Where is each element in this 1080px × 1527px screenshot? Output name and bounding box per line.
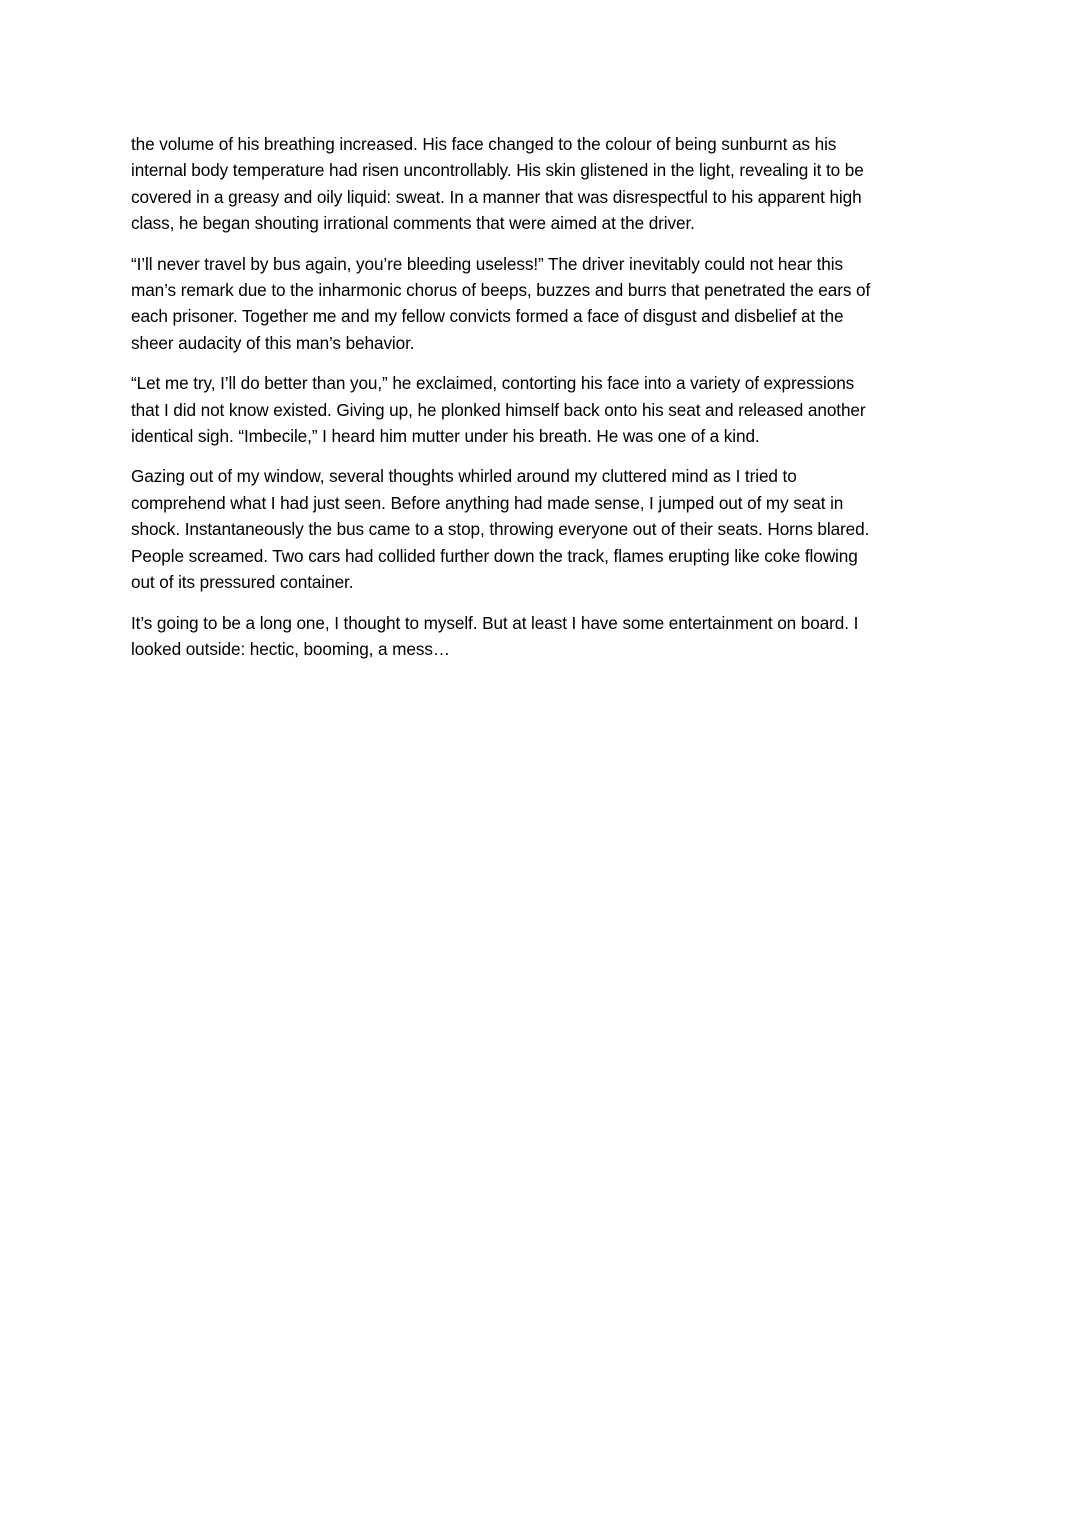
paragraph-2: “I’ll never travel by bus again, you’re bleeding useless!” The driver inevitably could not hear this man’s remark due to the inharmonic chorus of beeps, buzzes and burrs that penetrated the ears of each prisoner. Together me and my fellow convicts formed a face of disgust and disbelief at the sheer audacity of this man’s behavior. — [131, 253, 871, 353]
paragraph-3: “Let me try, I’ll do better than you,” he exclaimed, contorting his face into a variety of expressions that I did not know existed. Giving up, he plonked himself back onto his seat and released another identical sigh. “Imbecile,” I heard him mutter under his breath. He was one of a kind. — [131, 373, 866, 447]
paragraph-1: the volume of his breathing increased. His face changed to the colour of being sunburnt as his internal body temperature had risen uncontrollably. His skin glistened in the light, revealing it to be covered in a greasy and oily liquid: sweat. In a manner that was disrespectful to his apparent high class, he began shouting irrational comments that were aimed at the driver. — [131, 134, 864, 234]
document-body — [131, 131, 941, 676]
paragraph-4: Gazing out of my window, several thoughts whirled around my cluttered mind as I tried to comprehend what I had just seen. Before anything had made sense, I jumped out of my seat in shock. Instantaneously the bus came to a stop, throwing everyone out of their seats. Horns blared. People screamed. Two cars had collided further down the track, flames erupting like coke flowing out of its pressured container. — [131, 466, 870, 593]
paragraph-5: It’s going to be a long one, I thought to myself. But at least I have some entertainment on board. I looked outside: hectic, booming, a mess… — [131, 612, 859, 659]
